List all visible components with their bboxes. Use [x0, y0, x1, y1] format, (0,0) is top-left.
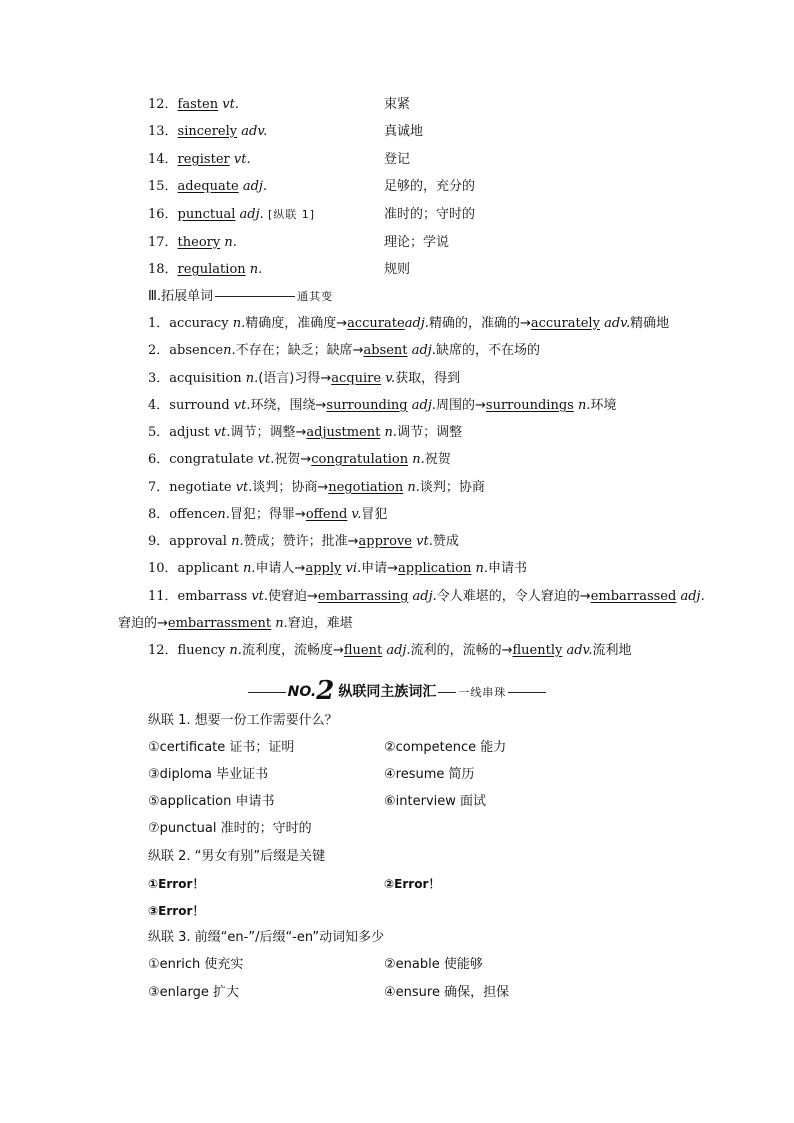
list-item: ②enable 使能够: [384, 957, 483, 972]
cross-reference-note: [纵联 1]: [267, 208, 316, 221]
ext-meaning: 流利度，流畅度→: [241, 643, 344, 658]
item-number: 13．: [148, 124, 178, 139]
group-row: [0, 901, 794, 921]
section-banner: [0, 676, 794, 706]
ext-meaning: 缺席的，不在场的: [435, 343, 540, 358]
vocab-row: [0, 260, 794, 280]
ext-row: [0, 559, 794, 579]
ext-meaning: 申请书: [488, 561, 528, 576]
list-item: ③diploma 毕业证书: [148, 767, 269, 782]
ext-meaning: 不存在；缺乏；缺席→: [235, 343, 364, 358]
list-item: ①Error！: [148, 877, 205, 891]
ext-meaning: 周围的→: [436, 398, 486, 413]
group-title-text: 纵联 3. 前缀“en-”/后缀“-en”动词知多少: [148, 930, 385, 945]
ext-word: fluency: [177, 643, 226, 658]
banner-prefix: NO.: [287, 684, 317, 700]
group-row: [0, 738, 794, 758]
ext-row: [0, 450, 794, 470]
ext-row: [0, 587, 794, 607]
group-title-text: 纵联 1. 想要一份工作需要什么？: [148, 713, 338, 728]
part-of-speech: n.: [229, 643, 242, 658]
ext-word: accuracy: [169, 316, 229, 331]
ext-meaning: 环绕，围绕→: [250, 398, 327, 413]
list-item: ⑦punctual 准时的；守时的: [148, 821, 312, 836]
ext-row: [0, 641, 794, 661]
ext-meaning: 流利地: [592, 643, 632, 658]
ext-word: surround: [169, 398, 230, 413]
ext-meaning: 调节；调整→: [230, 425, 307, 440]
vocab-meaning: 登记: [384, 152, 411, 167]
banner-subtitle: 一线串珠: [458, 686, 507, 699]
ext-word: offence: [169, 507, 218, 522]
ext-meaning: 赞成: [432, 534, 459, 549]
ext-row: [0, 314, 794, 334]
part-of-speech: n.: [275, 616, 288, 631]
group-title: [0, 711, 794, 731]
ext-meaning: 调节；调整: [397, 425, 463, 440]
item-number: 10．: [148, 561, 178, 576]
group-row: [0, 765, 794, 785]
part-of-speech: vt.: [213, 425, 231, 440]
ext-meaning: 窘迫的→: [118, 616, 168, 631]
part-of-speech: vt.: [235, 480, 253, 495]
group-title: [0, 847, 794, 867]
banner-rule: [438, 692, 456, 693]
part-of-speech: n.: [224, 235, 237, 250]
item-number: 5．: [148, 425, 170, 440]
part-of-speech: adj.: [412, 589, 437, 604]
ext-meaning: 环境: [590, 398, 617, 413]
vocab-meaning: 真诚地: [384, 124, 424, 139]
part-of-speech: n.: [407, 480, 420, 495]
ext-meaning: 申请人→: [255, 561, 306, 576]
derived-word: embarrassed: [590, 589, 677, 604]
derived-word: offend: [305, 507, 348, 522]
ext-meaning: 祝贺→: [274, 452, 312, 467]
ext-meaning: (语言)习得→: [258, 371, 332, 386]
derived-word: fluently: [512, 643, 563, 658]
item-number: 12．: [148, 97, 178, 112]
ext-meaning: 冒犯；得罪→: [229, 507, 306, 522]
ext-meaning: 使窘迫→: [268, 589, 318, 604]
part-of-speech: vi.: [345, 561, 362, 576]
vocab-meaning: 理论；学说: [384, 235, 450, 250]
derived-word: negotiation: [328, 480, 404, 495]
item-number: 17．: [148, 235, 178, 250]
ext-word: adjust: [169, 425, 210, 440]
vocab-meaning: 足够的，充分的: [384, 179, 476, 194]
item-number: 11．: [148, 589, 178, 604]
ext-meaning: 获取，得到: [395, 371, 461, 386]
derived-word: acquire: [331, 371, 382, 386]
derived-word: embarrassing: [317, 589, 409, 604]
ext-word: negotiate: [169, 480, 232, 495]
ext-meaning: 精确的，准确的→: [428, 316, 531, 331]
group-title: [0, 928, 794, 948]
ext-meaning: 冒犯: [361, 507, 388, 522]
vocab-row: [0, 95, 794, 115]
vocab-row: [0, 205, 794, 225]
derived-word: surrounding: [326, 398, 408, 413]
part-of-speech: n.: [475, 561, 489, 576]
part-of-speech: adj.: [411, 343, 436, 358]
derived-word: adjustment: [306, 425, 381, 440]
list-item: ⑥interview 面试: [384, 794, 487, 809]
group-row: [0, 955, 794, 975]
item-number: 14．: [148, 152, 178, 167]
part-of-speech: vt.: [222, 97, 239, 112]
part-of-speech: n.: [232, 316, 246, 331]
item-number: 8．: [148, 507, 170, 522]
list-item: ④resume 简历: [384, 767, 475, 782]
ext-meaning: 谈判；协商→: [252, 480, 329, 495]
part-of-speech: adv.: [566, 643, 593, 658]
ext-row: [0, 505, 794, 525]
heading-rule: [215, 296, 295, 297]
ext-word: absence: [169, 343, 224, 358]
part-of-speech: vt.: [233, 398, 251, 413]
vocab-word: fasten: [177, 97, 219, 112]
item-number: 1．: [148, 316, 170, 331]
derived-word: accurate: [347, 316, 405, 331]
part-of-speech: adv.: [604, 316, 631, 331]
ext-row-continuation: [0, 614, 794, 634]
item-number: 16．: [148, 207, 178, 222]
derived-word: apply: [305, 561, 342, 576]
ext-meaning: 赞成；赞许；批准→: [243, 534, 359, 549]
derived-word: absent: [363, 343, 408, 358]
part-of-speech: vt.: [233, 152, 251, 167]
list-item: ④ensure 确保，担保: [384, 985, 510, 1000]
section-tag: 通其变: [297, 290, 334, 303]
part-of-speech: adj.: [239, 207, 264, 222]
vocab-row: [0, 233, 794, 253]
ext-word: acquisition: [169, 371, 242, 386]
part-of-speech: n.: [412, 452, 425, 467]
item-number: 18．: [148, 262, 178, 277]
derived-word: fluent: [343, 643, 383, 658]
ext-meaning: 申请→: [361, 561, 399, 576]
ext-meaning: 窘迫，难堪: [287, 616, 353, 631]
part-of-speech: v.: [351, 507, 362, 522]
item-number: 4．: [148, 398, 170, 413]
part-of-speech: n.: [217, 507, 230, 522]
ext-row: [0, 478, 794, 498]
ext-meaning: 祝贺: [424, 452, 451, 467]
group-row: [0, 792, 794, 812]
group-row: [0, 874, 794, 894]
item-number: 2．: [148, 343, 170, 358]
vocab-word: regulation: [177, 262, 246, 277]
banner-number: 2: [316, 676, 335, 706]
group-title-text: 纵联 2. “男女有别”后缀是关键: [148, 849, 326, 864]
banner-rule: [508, 692, 546, 693]
vocab-word: punctual: [177, 207, 236, 222]
list-item: ③Error！: [148, 904, 205, 918]
part-of-speech: adj.: [386, 643, 411, 658]
part-of-speech: n.: [249, 262, 263, 277]
derived-word: surroundings: [485, 398, 574, 413]
item-number: 7．: [148, 480, 170, 495]
part-of-speech: adj.: [411, 398, 437, 413]
ext-meaning: 流利的，流畅的→: [410, 643, 513, 658]
vocab-meaning: 准时的；守时的: [384, 207, 476, 222]
derived-word: approve: [358, 534, 413, 549]
ext-meaning: 精确地: [630, 316, 670, 331]
list-item: ①enrich 使充实: [148, 957, 244, 972]
vocab-word: theory: [177, 235, 221, 250]
ext-row: [0, 369, 794, 389]
banner-title: 纵联同主族词汇: [338, 684, 437, 700]
item-number: 6．: [148, 452, 170, 467]
vocab-row: [0, 177, 794, 197]
item-number: 3．: [148, 371, 170, 386]
ext-word: approval: [169, 534, 227, 549]
item-number: 12．: [148, 643, 178, 658]
ext-row: [0, 532, 794, 552]
group-row: [0, 983, 794, 1003]
vocab-word: sincerely: [177, 124, 238, 139]
part-of-speech: n.: [223, 343, 236, 358]
ext-row: [0, 341, 794, 361]
vocab-row: [0, 150, 794, 170]
part-of-speech: adv.: [241, 124, 268, 139]
vocab-row: [0, 122, 794, 142]
ext-meaning: 谈判；协商: [419, 480, 485, 495]
derived-word: accurately: [530, 316, 600, 331]
part-of-speech: vt.: [251, 589, 269, 604]
ext-meaning: 精确度，准确度→: [245, 316, 348, 331]
vocab-meaning: 规则: [384, 262, 411, 277]
part-of-speech: n.: [243, 561, 256, 576]
ext-word: congratulate: [169, 452, 254, 467]
derived-word: congratulation: [311, 452, 409, 467]
banner-rule: [248, 692, 286, 693]
vocab-word: adequate: [177, 179, 239, 194]
part-of-speech: vt.: [257, 452, 275, 467]
item-number: 9．: [148, 534, 170, 549]
part-of-speech: n.: [231, 534, 244, 549]
ext-word: applicant: [177, 561, 239, 576]
part-of-speech: vt.: [416, 534, 433, 549]
list-item: ③enlarge 扩大: [148, 985, 239, 1000]
group-row: [0, 819, 794, 839]
list-item: ②Error！: [384, 877, 441, 891]
ext-word: embarrass: [177, 589, 248, 604]
part-of-speech: adj.: [404, 316, 429, 331]
list-item: ①certificate 证书；证明: [148, 740, 295, 755]
part-of-speech: n.: [577, 398, 591, 413]
part-of-speech: n.: [245, 371, 259, 386]
vocab-meaning: 束紧: [384, 97, 411, 112]
section-label: Ⅲ.拓展单词: [148, 289, 214, 304]
item-number: 15．: [148, 179, 178, 194]
vocab-word: register: [177, 152, 230, 167]
part-of-speech: n.: [384, 425, 398, 440]
derived-word: embarrassment: [167, 616, 272, 631]
part-of-speech: adj.: [242, 179, 268, 194]
part-of-speech: v.: [385, 371, 396, 386]
ext-meaning: 令人难堪的，令人窘迫的→: [436, 589, 591, 604]
part-of-speech: adj.: [680, 589, 705, 604]
list-item: ②competence 能力: [384, 740, 507, 755]
ext-row: [0, 423, 794, 443]
ext-row: [0, 396, 794, 416]
derived-word: application: [398, 561, 472, 576]
list-item: ⑤application 申请书: [148, 794, 275, 809]
section-heading: [0, 287, 794, 307]
